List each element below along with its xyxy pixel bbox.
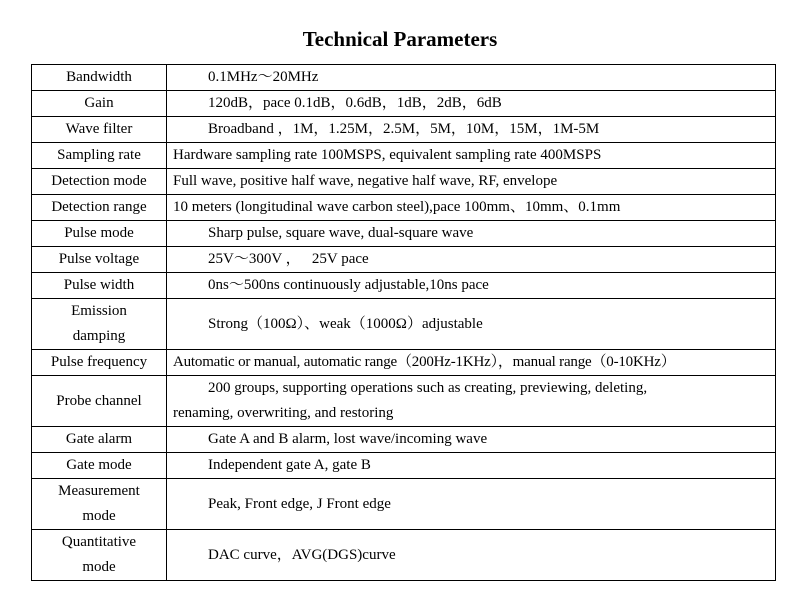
table-row-gate-mode bbox=[32, 453, 776, 479]
table-row-sampling-rate bbox=[32, 143, 776, 169]
param-label: Pulse voltage bbox=[32, 247, 167, 273]
param-value: Gate A and B alarm, lost wave/incoming wave bbox=[167, 427, 776, 453]
table-row-pulse-voltage bbox=[32, 247, 776, 273]
param-label: Quantitative mode bbox=[32, 530, 167, 581]
page-title: Technical Parameters bbox=[302, 27, 498, 51]
table-row-probe-channel bbox=[32, 376, 776, 427]
param-value bbox=[167, 376, 776, 427]
param-value: Sharp pulse, square wave, dual-square wave bbox=[167, 221, 776, 247]
param-value-text: 200 groups, supporting operations such as creating, previewing, deleting, renaming, overwriting, and restoring bbox=[173, 380, 648, 421]
table-row-pulse-width bbox=[32, 273, 776, 299]
param-label: Gate alarm bbox=[32, 427, 167, 453]
param-value: Broadband ，1M，1.25M，2.5M，5M，10M，15M，1M-5M bbox=[167, 117, 776, 143]
param-value: 10 meters (longitudinal wave carbon steel),pace 100mm、10mm、0.1mm bbox=[167, 195, 776, 221]
param-value: Peak, Front edge, J Front edge bbox=[167, 479, 776, 530]
table-row-gate-alarm bbox=[32, 427, 776, 453]
param-value: Strong（100Ω）、weak（1000Ω）adjustable bbox=[167, 299, 776, 350]
param-label: Probe channel bbox=[32, 376, 167, 427]
param-value: Full wave, positive half wave, negative half wave, RF, envelope bbox=[167, 169, 776, 195]
technical-parameters-table bbox=[31, 64, 776, 581]
table-row-wave-filter bbox=[32, 117, 776, 143]
table-row-pulse-mode bbox=[32, 221, 776, 247]
param-label: Bandwidth bbox=[32, 65, 167, 91]
param-value: DAC curve，AVG(DGS)curve bbox=[167, 530, 776, 581]
param-value: Hardware sampling rate 100MSPS, equivalent sampling rate 400MSPS bbox=[167, 143, 776, 169]
param-label: Emission damping bbox=[32, 299, 167, 350]
table-row-bandwidth bbox=[32, 65, 776, 91]
table-row-emission-damping bbox=[32, 299, 776, 350]
param-label: Pulse mode bbox=[32, 221, 167, 247]
table-row-detection-mode bbox=[32, 169, 776, 195]
param-value: 25V～300V ， 25V pace bbox=[167, 247, 776, 273]
param-label: Wave filter bbox=[32, 117, 167, 143]
param-label: Gate mode bbox=[32, 453, 167, 479]
param-value: 120dB，pace 0.1dB，0.6dB，1dB，2dB，6dB bbox=[167, 91, 776, 117]
table-row-pulse-frequency bbox=[32, 350, 776, 376]
table-row-gain bbox=[32, 91, 776, 117]
param-value: Independent gate A, gate B bbox=[167, 453, 776, 479]
param-label: Pulse frequency bbox=[32, 350, 167, 376]
param-value: Automatic or manual, automatic range（200Hz-1KHz），manual range（0-10KHz） bbox=[167, 350, 776, 376]
param-value: 0.1MHz～20MHz bbox=[167, 65, 776, 91]
param-label: Sampling rate bbox=[32, 143, 167, 169]
table-row-quantitative-mode bbox=[32, 530, 776, 581]
table-row-measurement-mode bbox=[32, 479, 776, 530]
param-label: Measurement mode bbox=[32, 479, 167, 530]
param-value: 0ns～500ns continuously adjustable,10ns pace bbox=[167, 273, 776, 299]
param-label: Pulse width bbox=[32, 273, 167, 299]
param-label: Detection range bbox=[32, 195, 167, 221]
param-label: Detection mode bbox=[32, 169, 167, 195]
table-row-detection-range bbox=[32, 195, 776, 221]
param-label: Gain bbox=[32, 91, 167, 117]
